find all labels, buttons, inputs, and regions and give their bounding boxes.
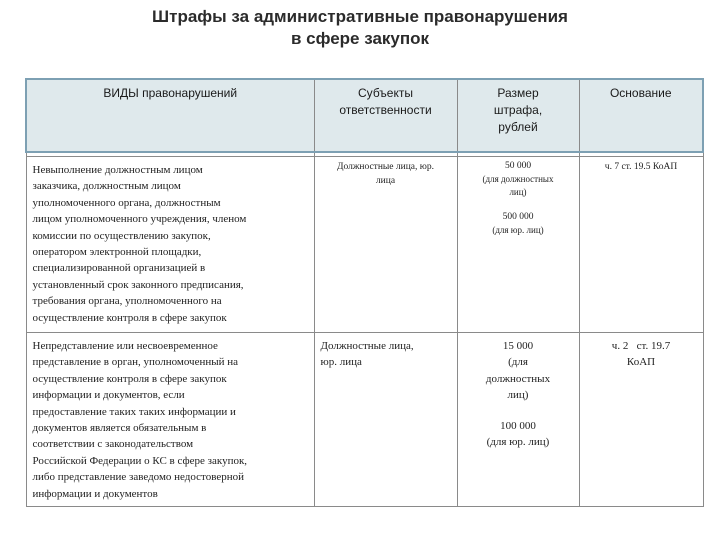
- row2-fine-official-note-1: (для: [508, 356, 528, 369]
- row1-basis-text: ч. 7 ст. 19.5 КоАП: [604, 162, 678, 172]
- row2-subjects-cell: [314, 333, 457, 507]
- row2-fine-legal-amount: 100 000: [500, 419, 536, 432]
- offense-line: Непредставление или несвоевременное: [32, 340, 218, 352]
- offense-line: установленный срок законного предписания,: [32, 278, 244, 291]
- offense-line: соответствии с законодательством: [32, 438, 194, 451]
- header-basis-label: Основание: [609, 86, 672, 100]
- row2-offense-cell: [26, 333, 314, 507]
- table-row: [26, 333, 703, 507]
- offense-line: информации и документов: [32, 487, 158, 500]
- header-offense-types: [26, 79, 314, 152]
- row2-subjects-line-1: Должностные лица,: [320, 340, 414, 352]
- row2-basis-line-1: ч. 2 ст. 19.7: [611, 340, 671, 352]
- table-row: [26, 157, 703, 333]
- row2-basis-line-2: КоАП: [626, 356, 656, 368]
- offense-line: заказчика, должностным лицом: [32, 180, 181, 193]
- header-offense-types-label: ВИДЫ правонарушений: [103, 86, 238, 100]
- header-fine-line-1: Размер: [497, 86, 539, 100]
- row1-fine-cell: [457, 157, 579, 333]
- header-fine-amount: [457, 79, 579, 152]
- row2-fine-official-amount: 15 000: [502, 340, 534, 352]
- row2-fine-official-note-3: лиц): [507, 389, 529, 402]
- row1-offense-cell: [26, 157, 314, 333]
- header-basis: [579, 79, 703, 152]
- row1-basis-cell: [579, 157, 703, 333]
- title-line-2: в сфере закупок: [290, 29, 430, 48]
- row1-subjects-line-2: лица: [375, 176, 396, 186]
- row1-fine-legal-amount: 500 000: [502, 212, 534, 222]
- row2-basis-cell: [579, 333, 703, 507]
- table-header-row: [26, 79, 703, 152]
- offense-line: комиссии по осуществлению закупок,: [32, 229, 211, 242]
- offense-line: уполномоченного органа, должностным: [32, 196, 221, 209]
- row1-subjects-line-1: Должностные лица, юр.: [336, 162, 434, 172]
- header-fine-line-2: штрафа,: [493, 103, 543, 117]
- penalties-table: [25, 78, 704, 507]
- row2-fine-cell: [457, 333, 579, 507]
- offense-line: лицом уполномоченного учреждения, членом: [32, 213, 247, 226]
- offense-line: специализированной организацией в: [32, 262, 206, 275]
- offense-line: представление в орган, уполномоченный на: [32, 356, 239, 369]
- offense-line: либо представление заведомо недостоверной: [32, 471, 244, 484]
- row1-subjects-cell: [314, 157, 457, 333]
- title-line-1: Штрафы за административные правонарушения: [152, 7, 568, 26]
- offense-line: документов является обязательным в: [32, 422, 207, 435]
- offense-line: Невыполнение должностным лицом: [32, 164, 203, 176]
- offense-line: требования органа, уполномоченного на: [32, 295, 222, 308]
- header-subjects-line-1: Субъекты: [358, 86, 413, 100]
- offense-line: осуществление контроля в сфере закупок: [32, 311, 227, 324]
- header-fine-line-3: рублей: [498, 120, 538, 134]
- row2-fine-official-note-2: должностных: [485, 372, 551, 385]
- offense-line: осуществление контроля в сфере закупок: [32, 372, 227, 385]
- row1-fine-legal-note: (для юр. лиц): [492, 225, 544, 235]
- offense-line: информации и документов, если: [32, 389, 185, 402]
- row1-fine-official-note-2: лиц): [509, 187, 527, 197]
- page-title: [0, 6, 720, 50]
- header-subjects: [314, 79, 457, 152]
- offense-line: Российской Федерации о КС в сфере закупок,: [32, 454, 248, 467]
- offense-line: предоставление таких таких информации и: [32, 405, 236, 418]
- offense-line: оператором электронной площадки,: [32, 246, 202, 259]
- row2-fine-legal-note: (для юр. лиц): [486, 436, 550, 449]
- header-subjects-line-2: ответственности: [339, 103, 432, 117]
- row1-fine-official-note-1: (для должностных: [482, 174, 554, 184]
- row1-fine-official-amount: 50 000: [504, 161, 532, 171]
- row2-subjects-line-2: юр. лица: [320, 356, 362, 368]
